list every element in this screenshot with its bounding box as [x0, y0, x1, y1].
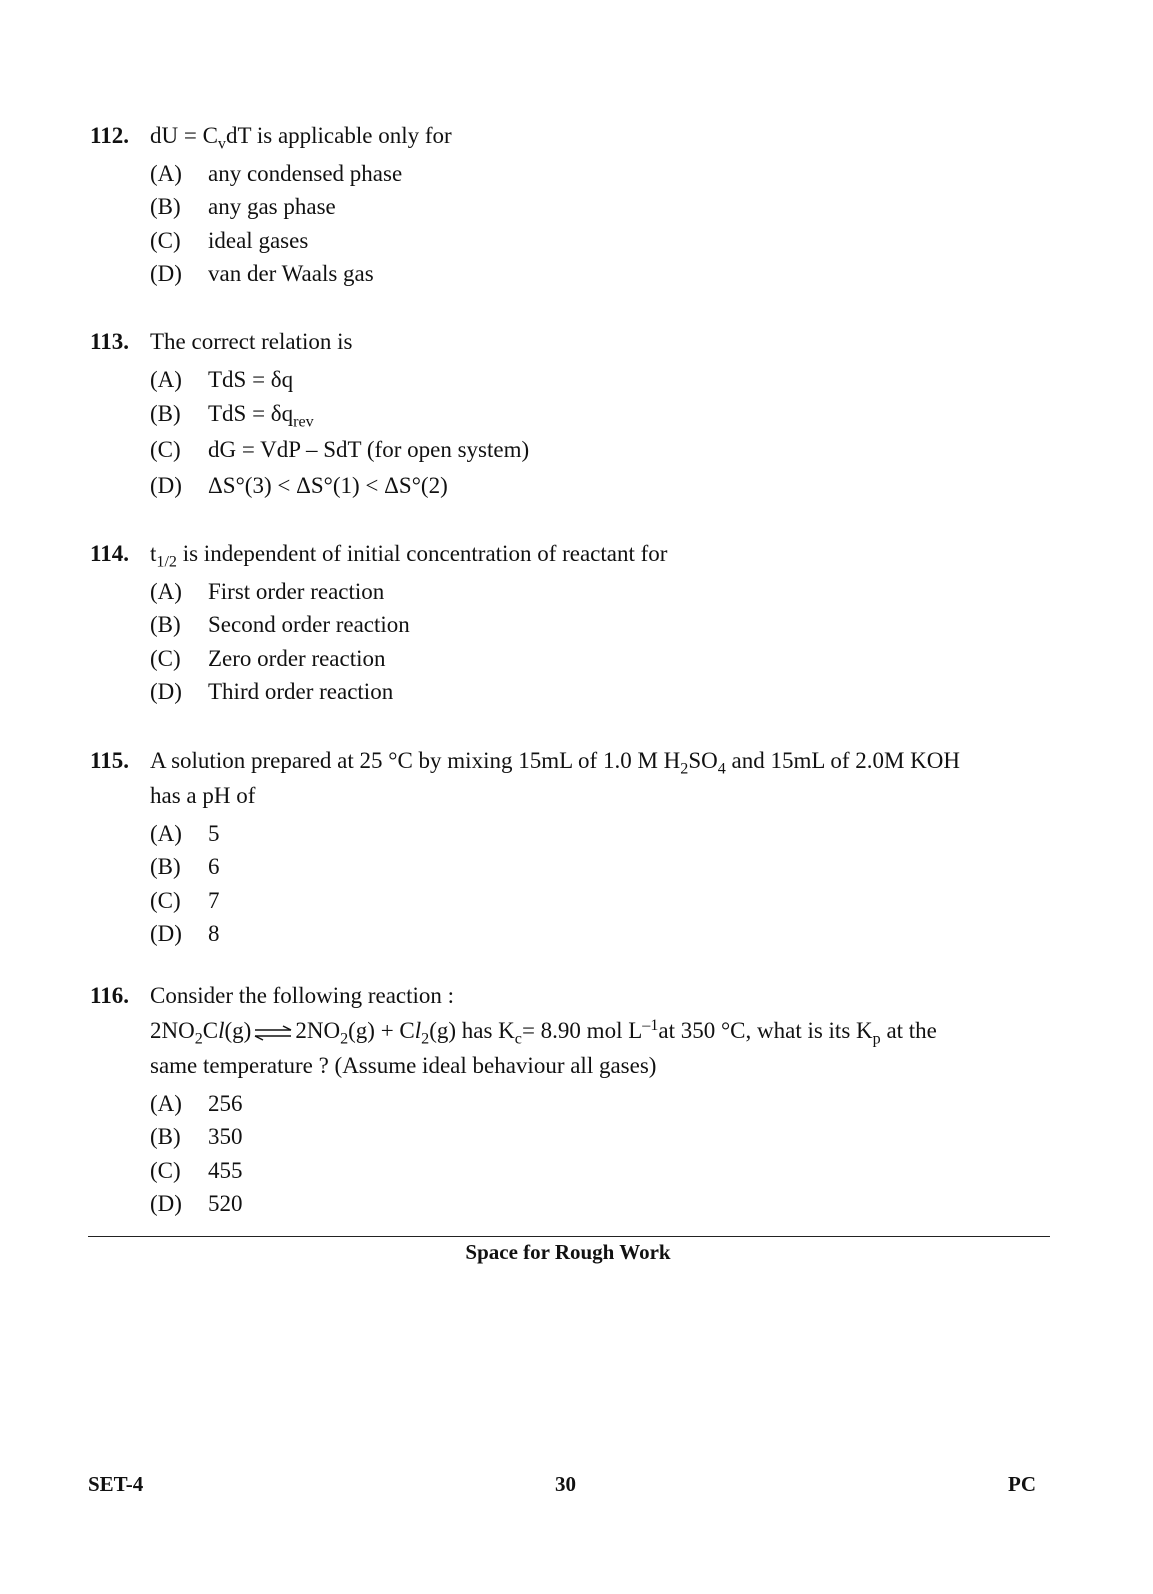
question-112 — [90, 118, 1065, 290]
option-c: (C) dG = VdP – SdT (for open system) — [150, 437, 530, 463]
question-stem: 112. dU = $C_vdT$ is applicable only for — [90, 118, 1065, 153]
options-list — [90, 817, 1065, 950]
option-d: (D) 520 — [150, 1190, 243, 1216]
option-b: (B) Second order reaction — [150, 612, 410, 638]
question-113 — [90, 324, 1065, 504]
question-115 — [90, 743, 1065, 950]
question-stem: 116. Consider the following reaction : $2NO_2Cl(g) 2NO_2(g) + Cl_2(g)$ has $K_c= 8.90$ mol $L^{-1}at$ 350 °C, what is its $K_p$ at the same temperature ? (Assume ideal behaviour all gases) — [90, 978, 1065, 1083]
options-list — [90, 575, 1065, 708]
options-list — [90, 157, 1065, 290]
option-d: (D) van der Waals gas — [150, 260, 374, 286]
question-stem: 113. The correct relation is — [90, 324, 1065, 359]
footer-set: SET-4 — [88, 1472, 144, 1496]
option-b: (B) TdS = $\delta q_{rev}$ — [150, 401, 314, 431]
divider — [88, 1236, 1050, 1237]
question-number: 116. — [90, 983, 129, 1008]
option-c: (C) 7 — [150, 887, 220, 913]
rough-work-heading: Space for Rough Work — [465, 1240, 671, 1264]
option-a: (A) any condensed phase — [150, 161, 403, 186]
option-a: (A) 5 — [150, 821, 220, 846]
options-list — [90, 363, 1065, 504]
option-a: (A) 256 — [150, 1091, 243, 1116]
option-b: (B) 6 — [150, 854, 220, 880]
question-number: 113. — [90, 329, 129, 354]
question-114 — [90, 536, 1065, 708]
option-c: (C) 455 — [150, 1157, 243, 1183]
option-c: (C) ideal gases — [150, 227, 309, 253]
option-d: (D) ΔS°(3) < ΔS°(1) < ΔS°(2) — [150, 473, 448, 499]
option-d: (D) Third order reaction — [150, 678, 394, 704]
option-a: (A) First order reaction — [150, 579, 385, 604]
question-number: 115. — [90, 748, 129, 773]
option-b: (B) any gas phase — [150, 194, 336, 220]
option-d: (D) 8 — [150, 920, 220, 946]
reaction-equation: $2NO_2Cl(g) 2NO_2(g) + Cl_2(g)$ has $K_c= 8.90$ mol $L^{-1}at$ 350 °C, what is its $K_p$ at the — [150, 1016, 937, 1048]
question-stem: 114. $t_{1/2}$ is independent of initial concentration of reactant for — [90, 536, 1065, 571]
footer-code: PC — [1008, 1472, 1036, 1496]
options-list — [90, 1087, 1065, 1220]
option-a: (A) TdS = δq — [150, 367, 294, 392]
equilibrium-arrow-icon — [253, 1025, 293, 1041]
option-b: (B) 350 — [150, 1124, 243, 1150]
question-number: 114. — [90, 541, 129, 566]
question-116 — [90, 978, 1065, 1220]
option-c: (C) Zero order reaction — [150, 645, 386, 671]
page-number: 30 — [555, 1472, 576, 1496]
question-stem: 115. A solution prepared at 25 °C by mixing 15mL of 1.0 M $H_2SO_4$ and 15mL of 2.0M KOH has a pH of — [90, 743, 1065, 813]
question-number: 112. — [90, 123, 129, 148]
